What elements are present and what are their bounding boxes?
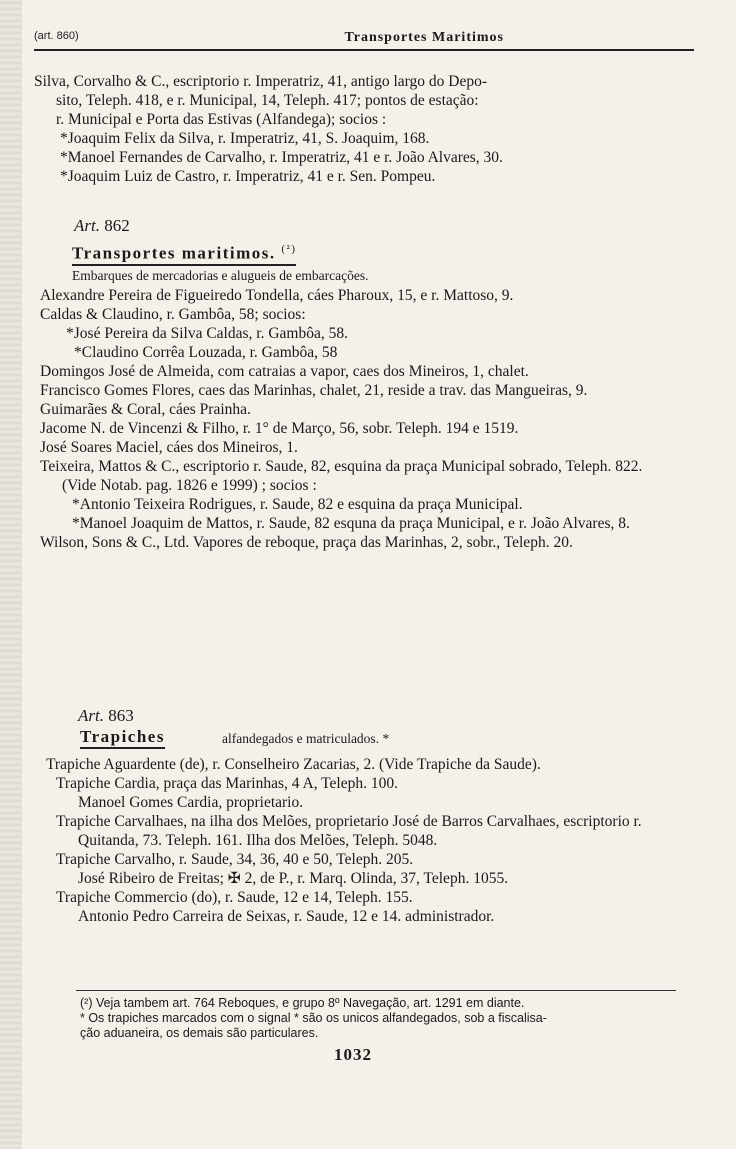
entry-caldas-socio-2: *Claudino Corrêa Louzada, r. Gambôa, 58 <box>74 344 338 361</box>
silva-line-3: r. Municipal e Porta das Estivas (Alfandega); socios : <box>56 111 387 128</box>
entry-teixeira-socio-1: *Antonio Teixeira Rodrigues, r. Saude, 82 e esquina da praça Municipal. <box>72 496 523 513</box>
entry-tondella: Alexandre Pereira de Figueiredo Tondella, cáes Pharoux, 15, e r. Mattoso, 9. <box>40 287 514 304</box>
footnote-2-line-2: ção aduaneira, os demais são particulares. <box>80 1026 319 1040</box>
page-number: 1032 <box>334 1045 372 1064</box>
entry-caldas-claudino: Caldas & Claudino, r. Gambôa, 58; socios: <box>40 306 306 323</box>
footnote-divider <box>76 990 676 991</box>
entry-cardia-owner: Manoel Gomes Cardia, proprietario. <box>78 794 304 811</box>
entry-wilson-sons: Wilson, Sons & C., Ltd. Vapores de reboque, praça das Marinhas, 2, sobr., Teleph. 20. <box>40 534 573 551</box>
silva-line-5: *Manoel Fernandes de Carvalho, r. Imperatriz, 41 e r. João Alvares, 30. <box>60 149 503 166</box>
running-header <box>34 30 694 51</box>
art-863-title: Trapiches <box>80 727 165 749</box>
entry-francisco-flores: Francisco Gomes Flores, caes das Marinhas, chalet, 21, reside a trav. das Mangueiras, 9. <box>40 382 588 399</box>
art-862-label: Art. <box>74 216 100 235</box>
entry-commercio-admin: Antonio Pedro Carreira de Seixas, r. Saude, 12 e 14. administrador. <box>78 908 495 925</box>
footnote-2-line-1: * Os trapiches marcados com o signal * são os unicos alfandegados, sob a fiscalisa- <box>80 1011 547 1025</box>
footnotes <box>80 996 680 1041</box>
art-863-number: 863 <box>108 706 134 725</box>
art-863-list <box>46 755 682 926</box>
entry-carvalho-owner: José Ribeiro de Freitas; ✠ 2, de P., r. Marq. Olinda, 37, Teleph. 1055. <box>78 870 509 887</box>
art-862-footnote-mark: (²) <box>281 243 297 255</box>
art-863-label: Art. <box>78 706 104 725</box>
silva-line-2: sito, Teleph. 418, e r. Municipal, 14, Teleph. 417; pontos de estação: <box>56 92 479 109</box>
entry-teixeira-mattos: Teixeira, Mattos & C., escriptorio r. Saude, 82, esquina da praça Municipal sobrado, Teleph. 822. (Vide Notab. pag. 1826 e 1999) ; socios : <box>40 458 643 494</box>
entry-trapiche-aguardente: Trapiche Aguardente (de), r. Conselheiro Zacarias, 2. (Vide Trapiche da Saude). <box>46 756 541 773</box>
art-862-title-text: Transportes maritimos. <box>72 243 276 263</box>
art-863-subtitle: alfandegados e matriculados. * <box>222 731 390 746</box>
entry-trapiche-carvalhaes: Trapiche Carvalhaes, na ilha dos Melões, proprietario José de Barros Carvalhaes, escriptorio r. Quitanda, 73. Teleph. 161. Ilha dos Melões, Teleph. 5048. <box>56 813 642 849</box>
entry-trapiche-commercio: Trapiche Commercio (do), r. Saude, 12 e 14, Teleph. 155. <box>56 889 413 906</box>
entry-jose-maciel: José Soares Maciel, cáes dos Mineiros, 1. <box>40 439 298 456</box>
entry-teixeira-socio-2: *Manoel Joaquim de Mattos, r. Saude, 82 esquna da praça Municipal, e r. João Alvares, 8. <box>72 515 630 532</box>
entry-jacome-vincenzi: Jacome N. de Vincenzi & Filho, r. 1° de Março, 56, sobr. Teleph. 194 e 1519. <box>40 420 519 437</box>
entry-silva <box>34 72 698 186</box>
art-862-list <box>40 286 680 552</box>
art-862-title <box>72 243 296 266</box>
silva-line-6: *Joaquim Luiz de Castro, r. Imperatriz, 41 e r. Sen. Pompeu. <box>60 168 436 185</box>
entry-caldas-socio-1: *José Pereira da Silva Caldas, r. Gambôa, 58. <box>66 325 348 342</box>
entry-trapiche-carvalho: Trapiche Carvalho, r. Saude, 34, 36, 40 e 50, Teleph. 205. <box>56 851 414 868</box>
art-862-number: 862 <box>104 216 130 235</box>
art-863-heading <box>78 706 134 726</box>
entry-domingos-almeida: Domingos José de Almeida, com catraias a vapor, caes dos Mineiros, 1, chalet. <box>40 363 529 380</box>
header-title: Transportes Maritimos <box>344 30 504 45</box>
art-862-subtitle: Embarques de mercadorias e alugueis de embarcações. <box>72 268 369 283</box>
entry-trapiche-cardia: Trapiche Cardia, praça das Marinhas, 4 A, Teleph. 100. <box>56 775 398 792</box>
entry-guimaraes-coral: Guimarães & Coral, cáes Prainha. <box>40 401 251 418</box>
art-862-heading <box>74 216 130 236</box>
footnote-1: (²) Veja tambem art. 764 Reboques, e grupo 8º Navegação, art. 1291 em diante. <box>80 996 525 1010</box>
silva-line-4: *Joaquim Felix da Silva, r. Imperatriz, 41, S. Joaquim, 168. <box>60 130 430 147</box>
header-article-ref: (art. 860) <box>34 30 79 42</box>
silva-line-1: Silva, Corvalho & C., escriptorio r. Imperatriz, 41, antigo largo do Depo- <box>34 73 487 90</box>
